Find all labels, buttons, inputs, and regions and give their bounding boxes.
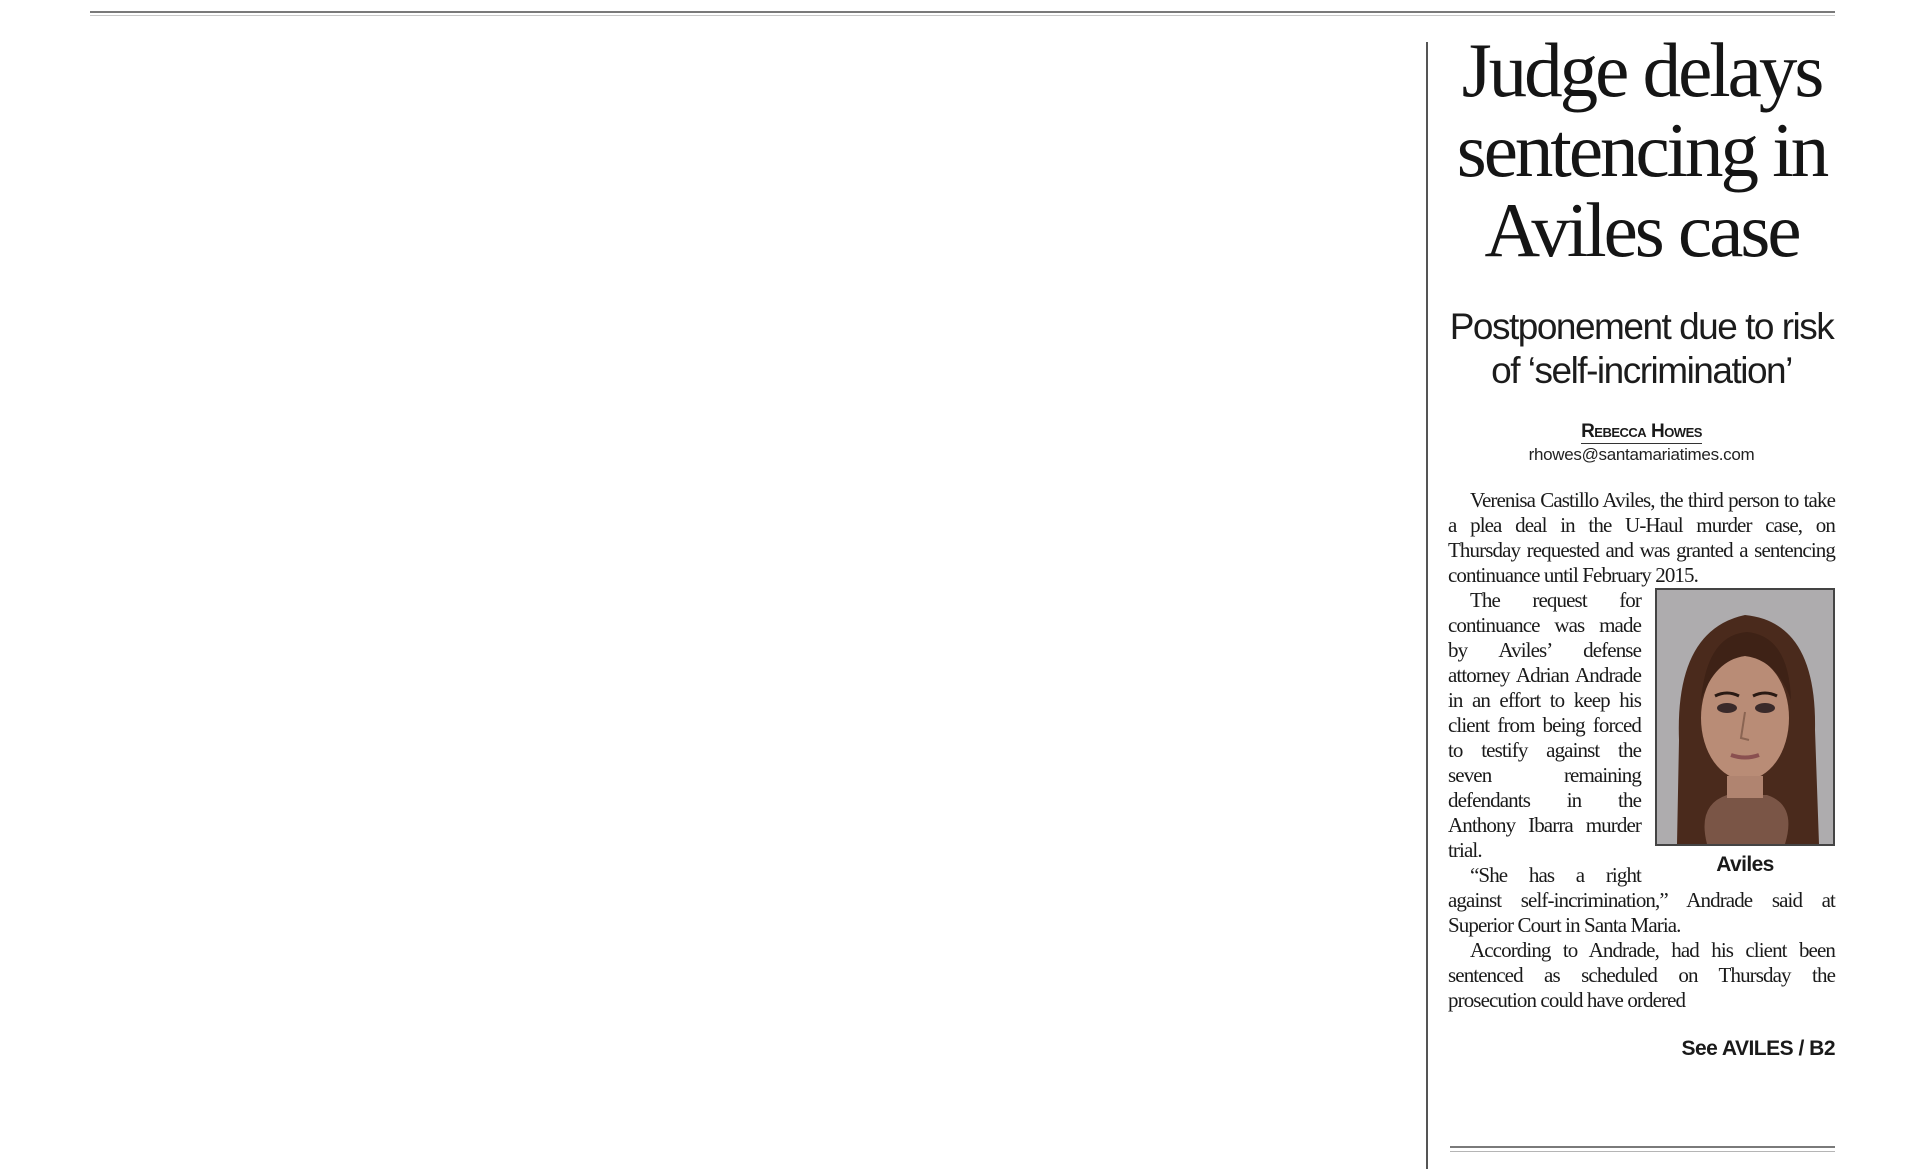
headline: Judge delays sentencing in Aviles case [1456,27,1827,273]
paragraph: Verenisa Castillo Aviles, the third person to take a plea deal in the U-Haul murder case, on Thursday requested and was granted a sentencing continuance until February 2015. [1448,488,1835,587]
photo-caption: Aviles [1716,853,1774,876]
bottom-rule [1450,1146,1835,1148]
subheadline: Postponement due to risk of ‘self-incrimination’ [1449,306,1834,391]
byline [1448,421,1835,466]
photo-block [1655,588,1835,878]
blank-page-area [0,20,1420,1169]
article [1448,27,1835,1169]
paragraph: “She has a right against self-incrimination,” Andrade said at Superior Court in Santa Maria. [1448,863,1835,937]
paragraph: The request for continuance was made by Aviles’ defense attorney Adrian Andrade in an effort to keep his client from being forced to testify against the seven remaining defendants in the Anthony Ibarra murder trial. [1448,588,1641,862]
byline-author: Rebecca Howes [1581,421,1702,442]
top-rule-thin [90,15,1835,16]
top-rule [90,11,1835,13]
jump-line[interactable]: See AVILES / B2 [1681,1037,1835,1060]
mugshot-photo [1655,588,1835,846]
byline-email[interactable]: rhowes@santamariatimes.com [1528,445,1755,464]
article-body [1448,488,1835,1013]
portrait-image [1657,590,1833,844]
column-divider [1426,42,1428,1169]
paragraph: According to Andrade, had his client been sentenced as scheduled on Thursday the prosecution could have ordered [1448,938,1835,1012]
bottom-rule-thin [1450,1151,1835,1152]
